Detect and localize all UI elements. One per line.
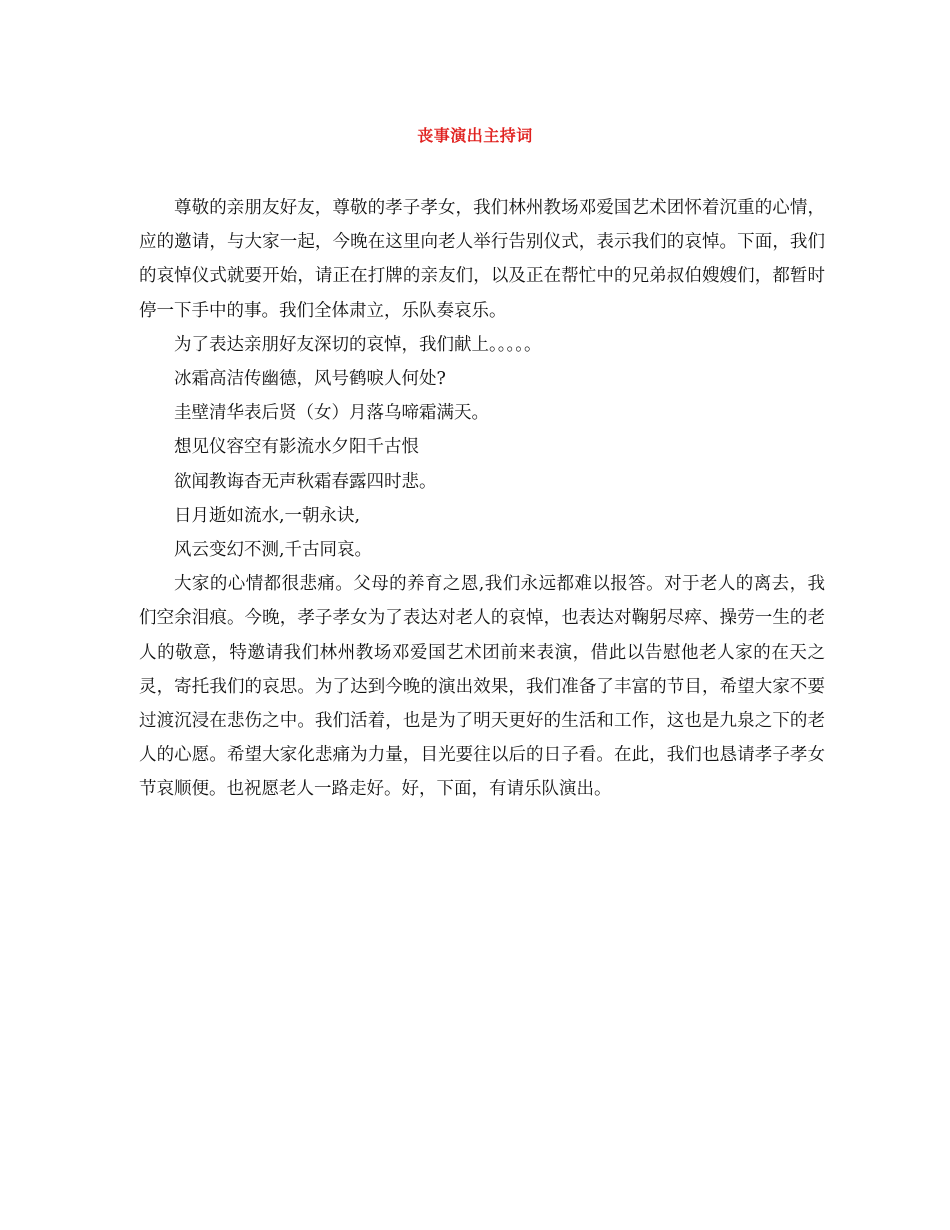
verse-line: 想见仪容空有影流水夕阳千古恨 <box>174 437 419 458</box>
verse-line: 风云变幻不测,千古同哀。 <box>174 540 373 561</box>
closing-paragraph: 大家的心情都很悲痛。父母的养育之恩,我们永远都难以报答。对于老人的离去，我们空余泪痕。今晚，孝子孝女为了表达对老人的哀悼，也表达对鞠躬尽瘁、操劳一生的老人的敬意，特邀请我们林州教场邓爱国艺术团前来表演，借此以告慰他老人家的在天之灵，寄托我们的哀思。为了达到今晚的演出效果，我们准备了丰富的节目，希望大家不要过渡沉浸在悲伤之中。我们活着，也是为了明天更好的生活和工作，这也是九泉之下的老人的心愿。希望大家化悲痛为力量，目光要往以后的日子看。在此，我们也恳请孝子孝女节哀顺便。也祝愿老人一路走好。好，下面，有请乐队演出。 <box>139 574 825 800</box>
document-body <box>139 191 825 807</box>
verse-line: 圭壁清华表后贤（女）月落乌啼霜满天。 <box>174 403 489 424</box>
verse-line: 冰霜高洁传幽德，风号鹤唳人何处? <box>174 369 446 390</box>
page-title: 丧事演出主持词 <box>417 126 533 145</box>
opening-paragraph: 尊敬的亲朋友好友，尊敬的孝子孝女，我们林州教场邓爱国艺术团怀着沉重的心情，应的邀请，与大家一起，今晚在这里向老人举行告别仪式，表示我们的哀悼。下面，我们的哀悼仪式就要开始，请正在打牌的亲友们，以及正在帮忙中的兄弟叔伯嫂嫂们，都暂时停一下手中的事。我们全体肃立，乐队奏哀乐。 <box>139 198 825 321</box>
verse-line: 欲闻教诲杳无声秋霜春露四时悲。 <box>174 471 437 492</box>
verse-line: 为了表达亲朋好友深切的哀悼，我们献上。。。。。 <box>174 334 542 355</box>
verse-line: 日月逝如流水,一朝永诀, <box>174 505 361 526</box>
